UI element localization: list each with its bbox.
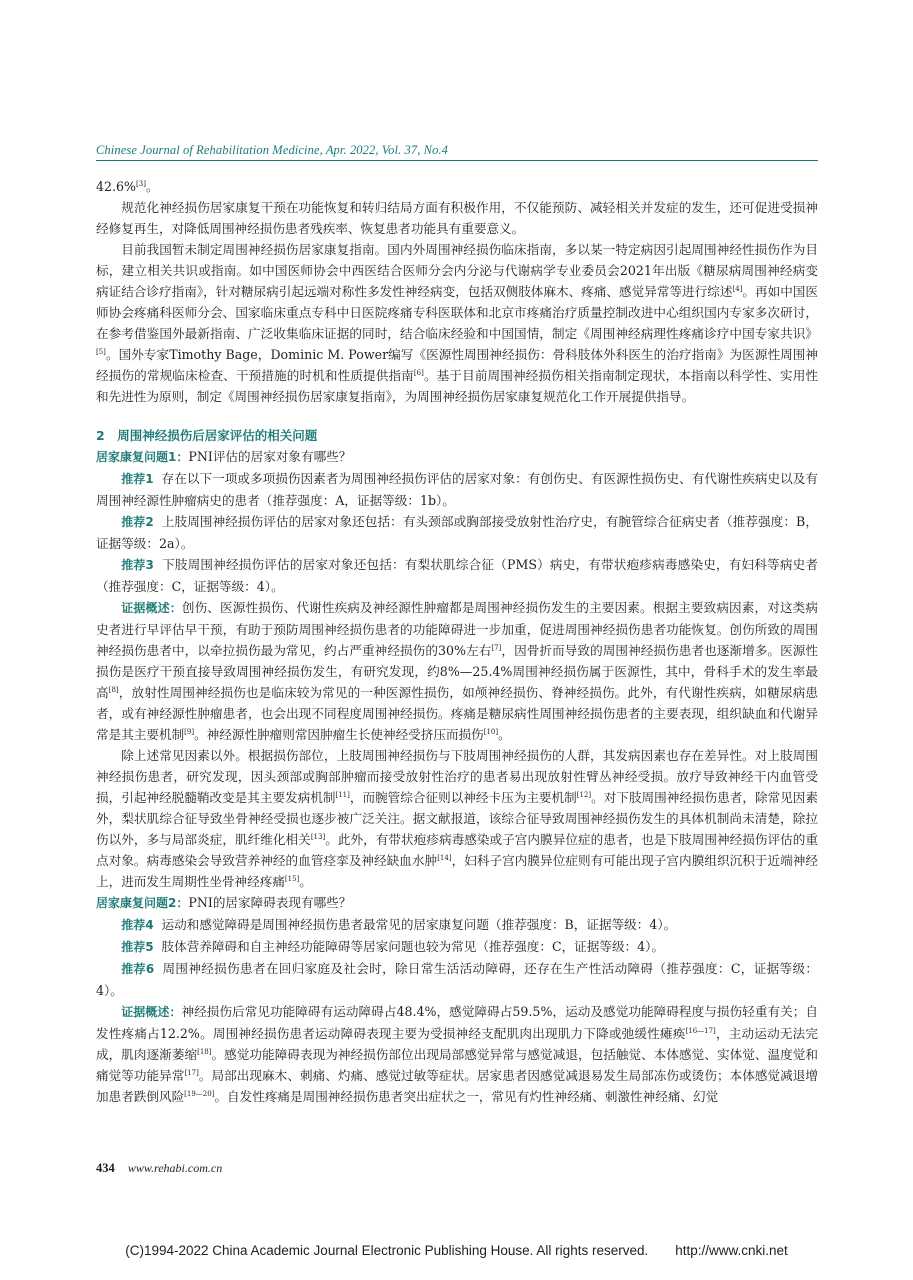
evidence-summary-1: 证据概述：创伤、医源性损伤、代谢性疾病及神经源性肿瘤都是周围神经损伤发生的主要因素。根据主要致病因素，对这类病史者进行早评估早干预，有助于预防周围神经损伤患者的功能障碍进一步加重，促进周围神经损伤患者功能恢复。创伤所致的周围神经损伤患者中，以牵拉损伤最为常见，约占严重神经损伤的30%左右[7]，因骨折而导致的周围神经损伤患者也逐渐增多。医源性损伤是医疗干预直接导致周围神经损伤发生，有研究发现，约8%—25.4%周围神经损伤属于医源性，其中，骨科手术的发生率最高[8]，放射性周围神经损伤也是临床较为常见的一种医源性损伤，如颅神经损伤、脊神经损伤。此外，有代谢性疾病，如糖尿病患者，或有神经源性肿瘤患者，也会出现不同程度周围神经损伤。疼痛是糖尿病性周围神经损伤患者的主要表现，组织缺血和代谢异常是其主要机制[9]。神经源性肿瘤则常因肿瘤生长使神经受挤压而损伤[10]。 bbox=[96, 600, 819, 742]
paragraph: 目前我国暂未制定周围神经损伤居家康复指南。国内外周围神经损伤临床指南，多以某一特定病因引起周围神经性损伤作为目标，建立相关共识或指南。如中国医师协会中西医结合医师分会内分泌与代谢病学专业委员会2021年出版《糖尿病周围神经病变病证结合诊疗指南》，针对糖尿病引起远端对称性多发性神经病变，包括双侧肢体麻木、疼痛、感觉异常等进行综述[4]。再如中国医师协会疼痛科医师分会、国家临床重点专科中日医院疼痛专科医联体和北京市疼痛治疗质量控制改进中心组织国内专家多次研讨，在参考借鉴国外最新指南、广泛收集临床证据的同时，结合临床经验和中国国情，制定《周围神经病理性疼痛诊疗中国专家共识》[5]。国外专家Timothy Bage，Dominic M. Power编写《医源性周围神经损伤：骨科肢体外科医生的治疗指南》为医源性周围神经损伤的常规临床检查、干预措施的时机和性质提供指南[6]。基于目前周围神经损伤相关指南制定现状，本指南以科学性、实用性和先进性为原则，制定《周围神经损伤居家康复指南》，为周围神经损伤居家康复规范化工作开展提供指导。 bbox=[96, 242, 819, 404]
running-head: Chinese Journal of Rehabilitation Medicine, Apr. 2022, Vol. 37, No.4 bbox=[96, 143, 449, 157]
citation[interactable]: [8] bbox=[108, 686, 119, 694]
evidence-label: 证据概述： bbox=[121, 601, 182, 615]
citation[interactable]: [9] bbox=[184, 728, 195, 736]
citation[interactable]: [12] bbox=[576, 791, 592, 799]
recommendation-label: 推荐1 bbox=[121, 472, 154, 486]
header-divider bbox=[96, 160, 818, 161]
evidence-label: 证据概述： bbox=[121, 1005, 182, 1019]
citation[interactable]: [4] bbox=[732, 285, 743, 293]
question-label: 居家康复问题2： bbox=[96, 896, 189, 910]
citation[interactable]: [13] bbox=[310, 833, 326, 841]
paragraph: 规范化神经损伤居家康复干预在功能恢复和转归结局方面有积极作用，不仅能预防、减轻相关并发症的发生，还可促进受损神经修复再生，对降低周围神经损伤患者残疾率、恢复患者功能具有重要意义。 bbox=[96, 200, 818, 236]
question-2: 居家康复问题2：PNI的居家障碍表现有哪些？ bbox=[96, 895, 352, 910]
citation[interactable]: [16—17] bbox=[685, 1027, 716, 1035]
page-footer bbox=[96, 1161, 222, 1176]
citation[interactable]: [5] bbox=[96, 348, 106, 356]
page-number: 434 bbox=[96, 1161, 115, 1175]
recommendation-5: 推荐5 肢体营养障碍和自主神经功能障碍等居家问题也较为常见（推荐强度：C，证据等级：4）。 bbox=[121, 939, 665, 954]
paragraph: 除上述常见因素以外。根据损伤部位，上肢周围神经损伤与下肢周围神经损伤的人群，其发病因素也存在差异性。对上肢周围神经损伤患者，研究发现，因头颈部或胸部肿瘤而接受放射性治疗的患者易出现放射性臂丛神经受损。放疗导致神经干内血管受损，引起神经脱髓鞘改变是其主要发病机制[11]，而腕管综合征则以神经卡压为主要机制[12]。对下肢周围神经损伤患者，除常见因素外，梨状肌综合征导致坐骨神经受损也逐步被广泛关注。据文献报道，该综合征导致周围神经损伤发生的具体机制尚未清楚，除拉伤以外，多与局部炎症，肌纤维化相关[13]。此外，有带状疱疹病毒感染或子宫内膜异位症的患者，也是下肢周围神经损伤评估的重点对象。病毒感染会导致营养神经的血管痉挛及神经缺血水肿[14]，妇科子宫内膜异位症则有可能出现子宫内膜组织沉积于近端神经上，进而发生周期性坐骨神经疼痛[15]。 bbox=[96, 748, 819, 889]
recommendation-6: 推荐6 周围神经损伤患者在回归家庭及社会时，除日常生活活动障碍，还存在生产性活动障碍（推荐强度：C，证据等级：4）。 bbox=[96, 961, 818, 998]
recommendation-label: 推荐5 bbox=[121, 940, 154, 954]
citation[interactable]: [7] bbox=[491, 644, 502, 652]
recommendation-4: 推荐4 运动和感觉障碍是周围神经损伤患者最常见的居家康复问题（推荐强度：B，证据等级：4）。 bbox=[121, 917, 677, 932]
citation[interactable]: [11] bbox=[335, 791, 350, 799]
recommendation-label: 推荐3 bbox=[121, 558, 154, 572]
question-label: 居家康复问题1： bbox=[96, 450, 189, 464]
recommendation-label: 推荐6 bbox=[121, 962, 155, 976]
question-1: 居家康复问题1：PNI评估的居家对象有哪些？ bbox=[96, 449, 352, 464]
citation[interactable]: [6] bbox=[413, 369, 424, 377]
article-body bbox=[96, 176, 818, 1107]
paragraph: 42.6%[3]。 bbox=[96, 179, 159, 194]
recommendation-1: 推荐1 存在以下一项或多项损伤因素者为周围神经损伤评估的居家对象：有创伤史、有医源性损伤史、有代谢性疾病史以及有周围神经源性肿瘤病史的患者（推荐强度：A，证据等级：1b）。 bbox=[96, 471, 819, 508]
evidence-summary-2: 证据概述：神经损伤后常见功能障碍有运动障碍占48.4%，感觉障碍占59.5%，运动及感觉功能障碍程度与损伤轻重有关；自发性疼痛占12.2%。周围神经损伤患者运动障碍表现主要为受损神经支配肌肉出现肌力下降或弛缓性瘫痪[16—17]，主动运动无法完成，肌肉逐渐萎缩[18]。感觉功能障碍表现为神经损伤部位出现局部感觉异常与感觉减退，包括触觉、本体感觉、实体觉、温度觉和痛觉等功能异常[17]。局部出现麻木、刺痛、灼痛、感觉过敏等症状。居家患者因感觉减退易发生局部冻伤或烫伤；本体感觉减退增加患者跌倒风险[19—20]。自发性疼痛是周围神经损伤患者突出症状之一，常见有灼性神经痛、刺激性神经痛、幻觉 bbox=[96, 1004, 819, 1104]
recommendation-label: 推荐4 bbox=[121, 918, 154, 932]
section-heading: 2 周围神经损伤后居家评估的相关问题 bbox=[96, 428, 318, 443]
recommendation-3: 推荐3 下肢周围神经损伤评估的居家对象还包括：有梨状肌综合征（PMS）病史，有带状疱疹病毒感染史，有妇科等病史者（推荐强度：C，证据等级：4）。 bbox=[96, 557, 818, 594]
citation[interactable]: [19—20] bbox=[184, 1090, 215, 1098]
recommendation-2: 推荐2 上肢周围神经损伤评估的居家对象还包括：有头颈部或胸部接受放射性治疗史，有腕管综合征病史者（推荐强度：B，证据等级：2a）。 bbox=[96, 514, 818, 551]
journal-url[interactable]: www.rehabi.com.cn bbox=[127, 1161, 223, 1175]
citation[interactable]: [15] bbox=[284, 875, 300, 883]
copyright-notice: (C)1994-2022 China Academic Journal Electronic Publishing House. All rights reserved. http://www.cnki.net bbox=[125, 1243, 788, 1258]
citation[interactable]: [17] bbox=[184, 1069, 199, 1077]
recommendation-label: 推荐2 bbox=[121, 515, 154, 529]
citation[interactable]: [14] bbox=[437, 854, 452, 862]
citation[interactable]: [10] bbox=[483, 728, 499, 736]
citation[interactable]: [18] bbox=[197, 1048, 212, 1056]
citation[interactable]: [3] bbox=[136, 180, 146, 188]
